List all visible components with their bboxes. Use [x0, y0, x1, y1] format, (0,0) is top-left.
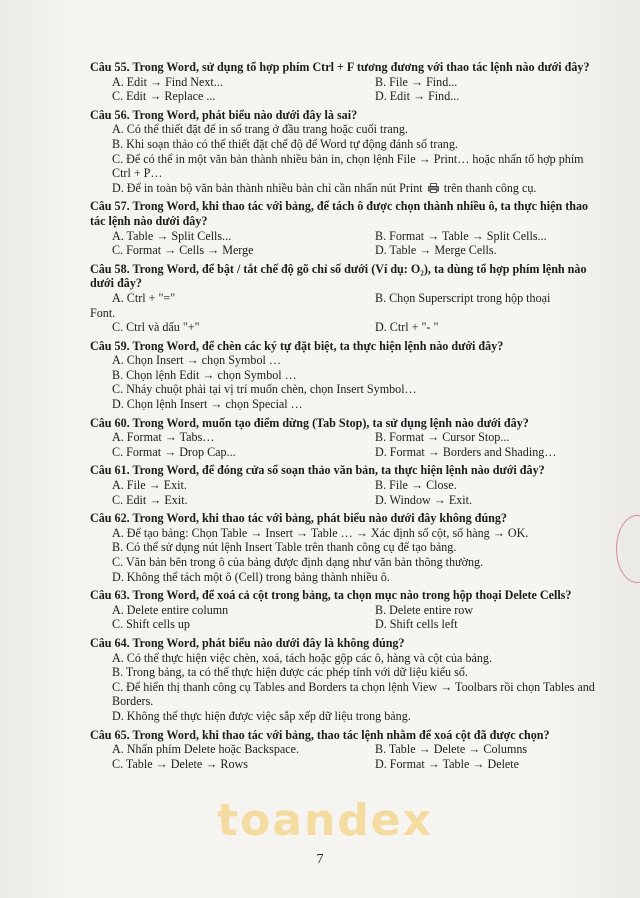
question-number: Câu 63.	[90, 588, 130, 603]
question-text: Trong Word, phát biểu nào dưới đây là không đúng?	[132, 635, 405, 650]
option-d: D. Edit → Find...	[375, 89, 460, 104]
question-58	[90, 262, 600, 335]
question-text: Trong Word, khi thao tác với bảng, phát biểu nào dưới đây không đúng?	[132, 511, 507, 526]
option-c: C. Ctrl và dấu "+"	[112, 320, 200, 335]
option-a: A. Edit → Find Next...	[112, 74, 223, 89]
question-text: Trong Word, để đóng cửa sổ soạn thảo văn bản, ta thực hiện lệnh nào dưới đây?	[132, 463, 545, 478]
question-number: Câu 56.	[90, 107, 130, 122]
question-59	[90, 339, 600, 412]
question-text: Trong Word, muốn tạo điểm dừng (Tab Stop), ta sử dụng lệnh nào dưới đây?	[132, 415, 529, 430]
question-list	[90, 60, 600, 775]
options	[90, 229, 600, 258]
options	[90, 353, 600, 411]
question-60	[90, 416, 600, 460]
question-text: Trong Word, khi thao tác với bảng, để tách ô được chọn thành nhiều ô, ta thực hiện thao tác lệnh nào dưới đây?	[90, 199, 589, 228]
option-c: C. Format → Cells → Merge	[112, 243, 254, 258]
option-b: B. Chọn lệnh Edit → chọn Symbol …	[112, 367, 297, 382]
option-d: D. Table → Merge Cells.	[375, 243, 497, 258]
option-b-continued: Font.	[90, 305, 116, 320]
option-c: C. Nháy chuột phải tại vị trí muốn chèn, chọn Insert Symbol…	[112, 382, 417, 397]
option-d: D. Để in toàn bộ văn bản thành nhiều bản chỉ cần nhấn nút Print trên thanh công cụ.	[112, 180, 537, 195]
printer-icon	[428, 182, 439, 191]
question-61	[90, 463, 600, 507]
option-d: D. Format → Table → Delete	[375, 756, 520, 771]
option-c: C. Table → Delete → Rows	[112, 756, 248, 771]
option-a: A. Nhấn phím Delete hoặc Backspace.	[112, 742, 300, 757]
question-number: Câu 55.	[90, 60, 130, 74]
option-d: D. Chọn lệnh Insert → chọn Special …	[112, 397, 303, 412]
option-c: C. Văn bản bên trong ô của bảng được định dạng như văn bản thông thường.	[112, 555, 484, 569]
options	[90, 526, 600, 584]
question-number: Câu 62.	[90, 511, 130, 526]
question-text: Trong Word, để bật / tắt chế độ gõ chỉ số dưới (Ví dụ: O₂), ta dùng tổ hợp phím lệnh nào dưới đây?	[90, 261, 587, 291]
option-b: B. File → Close.	[375, 478, 457, 493]
option-d: D. Format → Borders and Shading…	[375, 444, 557, 459]
option-a: A. File → Exit.	[112, 478, 187, 493]
option-a: A. Table → Split Cells...	[112, 228, 232, 243]
option-d: D. Shift cells left	[375, 617, 458, 632]
options	[90, 430, 600, 459]
question-number: Câu 65.	[90, 727, 130, 742]
option-d: D. Ctrl + "- "	[375, 320, 439, 335]
page-number: 7	[316, 852, 324, 867]
question-63	[90, 588, 600, 632]
question-62	[90, 511, 600, 584]
options	[90, 603, 600, 632]
option-a: A. Ctrl + "="	[112, 290, 176, 305]
option-d: D. Không thể tách một ô (Cell) trong bảng thành nhiều ô.	[112, 569, 390, 584]
question-56	[90, 108, 600, 196]
option-c: C. Shift cells up	[112, 617, 190, 632]
question-number: Câu 58.	[90, 261, 130, 276]
question-65	[90, 728, 600, 772]
option-c: C. Edit → Replace ...	[112, 89, 216, 104]
option-b: B. Table → Delete → Columns	[375, 742, 528, 757]
options	[90, 291, 600, 335]
question-57	[90, 199, 600, 257]
option-b: B. Có thể sử dụng nút lệnh Insert Table trên thanh công cụ để tạo bảng.	[112, 540, 457, 555]
question-number: Câu 64.	[90, 635, 130, 650]
option-c: C. Để hiển thị thanh công cụ Tables and Borders ta chọn lệnh View → Toolbars rồi chọn Tables and Borders.	[112, 679, 595, 709]
options	[90, 478, 600, 507]
option-a: A. Format → Tabs…	[112, 430, 215, 445]
option-c: C. Edit → Exit.	[112, 492, 188, 507]
watermark-logo: toandex	[217, 795, 433, 846]
option-b: B. Format → Table → Split Cells...	[375, 228, 547, 243]
option-a: A. Có thể thiết đặt để in số trang ở đầu trang hoặc cuối trang.	[112, 122, 408, 137]
option-b: B. File → Find...	[375, 74, 458, 89]
option-a: A. Delete entire column	[112, 602, 229, 617]
question-text: Trong Word, để chèn các ký tự đặt biệt, ta thực hiện lệnh nào dưới đây?	[132, 338, 504, 353]
option-a: A. Chọn Insert → chọn Symbol …	[112, 353, 281, 368]
question-number: Câu 61.	[90, 463, 130, 478]
question-number: Câu 60.	[90, 415, 130, 430]
question-number: Câu 59.	[90, 338, 130, 353]
question-text: Trong Word, để xoá cả cột trong bảng, ta chọn mục nào trong hộp thoại Delete Cells?	[132, 588, 572, 603]
option-b: B. Format → Cursor Stop...	[375, 430, 510, 445]
options	[90, 742, 600, 771]
option-b: B. Trong bảng, ta có thể thực hiện được các phép tính với dữ liệu kiểu số.	[112, 665, 468, 680]
option-b: B. Delete entire row	[375, 602, 474, 617]
question-text: Trong Word, phát biểu nào dưới đây là sai?	[132, 107, 358, 122]
option-d: D. Không thể thực hiện được việc sắp xếp dữ liệu trong bảng.	[112, 708, 411, 723]
options	[90, 651, 600, 724]
options	[90, 122, 600, 195]
option-d: D. Window → Exit.	[375, 492, 473, 507]
question-64	[90, 636, 600, 724]
option-b: B. Khi soạn thảo có thể thiết đặt chế độ để Word tự động đánh số trang.	[112, 136, 458, 151]
option-a: A. Để tạo bảng: Chọn Table → Insert → Table … → Xác định số cột, số hàng → OK.	[112, 525, 529, 540]
option-c: C. Format → Drop Cap...	[112, 444, 236, 459]
option-c: C. Để có thể in một văn bản thành nhiều bản in, chọn lệnh File → Print… hoặc nhấn tổ hợp phím Ctrl + P…	[112, 151, 584, 181]
option-a: A. Có thể thực hiện việc chèn, xoá, tách hoặc gộp các ô, hàng và cột của bảng.	[112, 650, 492, 665]
option-b: B. Chọn Superscript trong hộp thoại	[375, 290, 551, 305]
red-stamp-mark	[616, 515, 640, 583]
question-text: Trong Word, sử dụng tổ hợp phím Ctrl + F tương đương với thao tác lệnh nào dưới đây?	[132, 60, 590, 74]
options	[90, 75, 600, 104]
question-number: Câu 57.	[90, 199, 130, 214]
question-text: Trong Word, khi thao tác với bảng, thao tác lệnh nhằm để xoá cột đã được chọn?	[132, 727, 550, 742]
question-55	[90, 60, 600, 104]
